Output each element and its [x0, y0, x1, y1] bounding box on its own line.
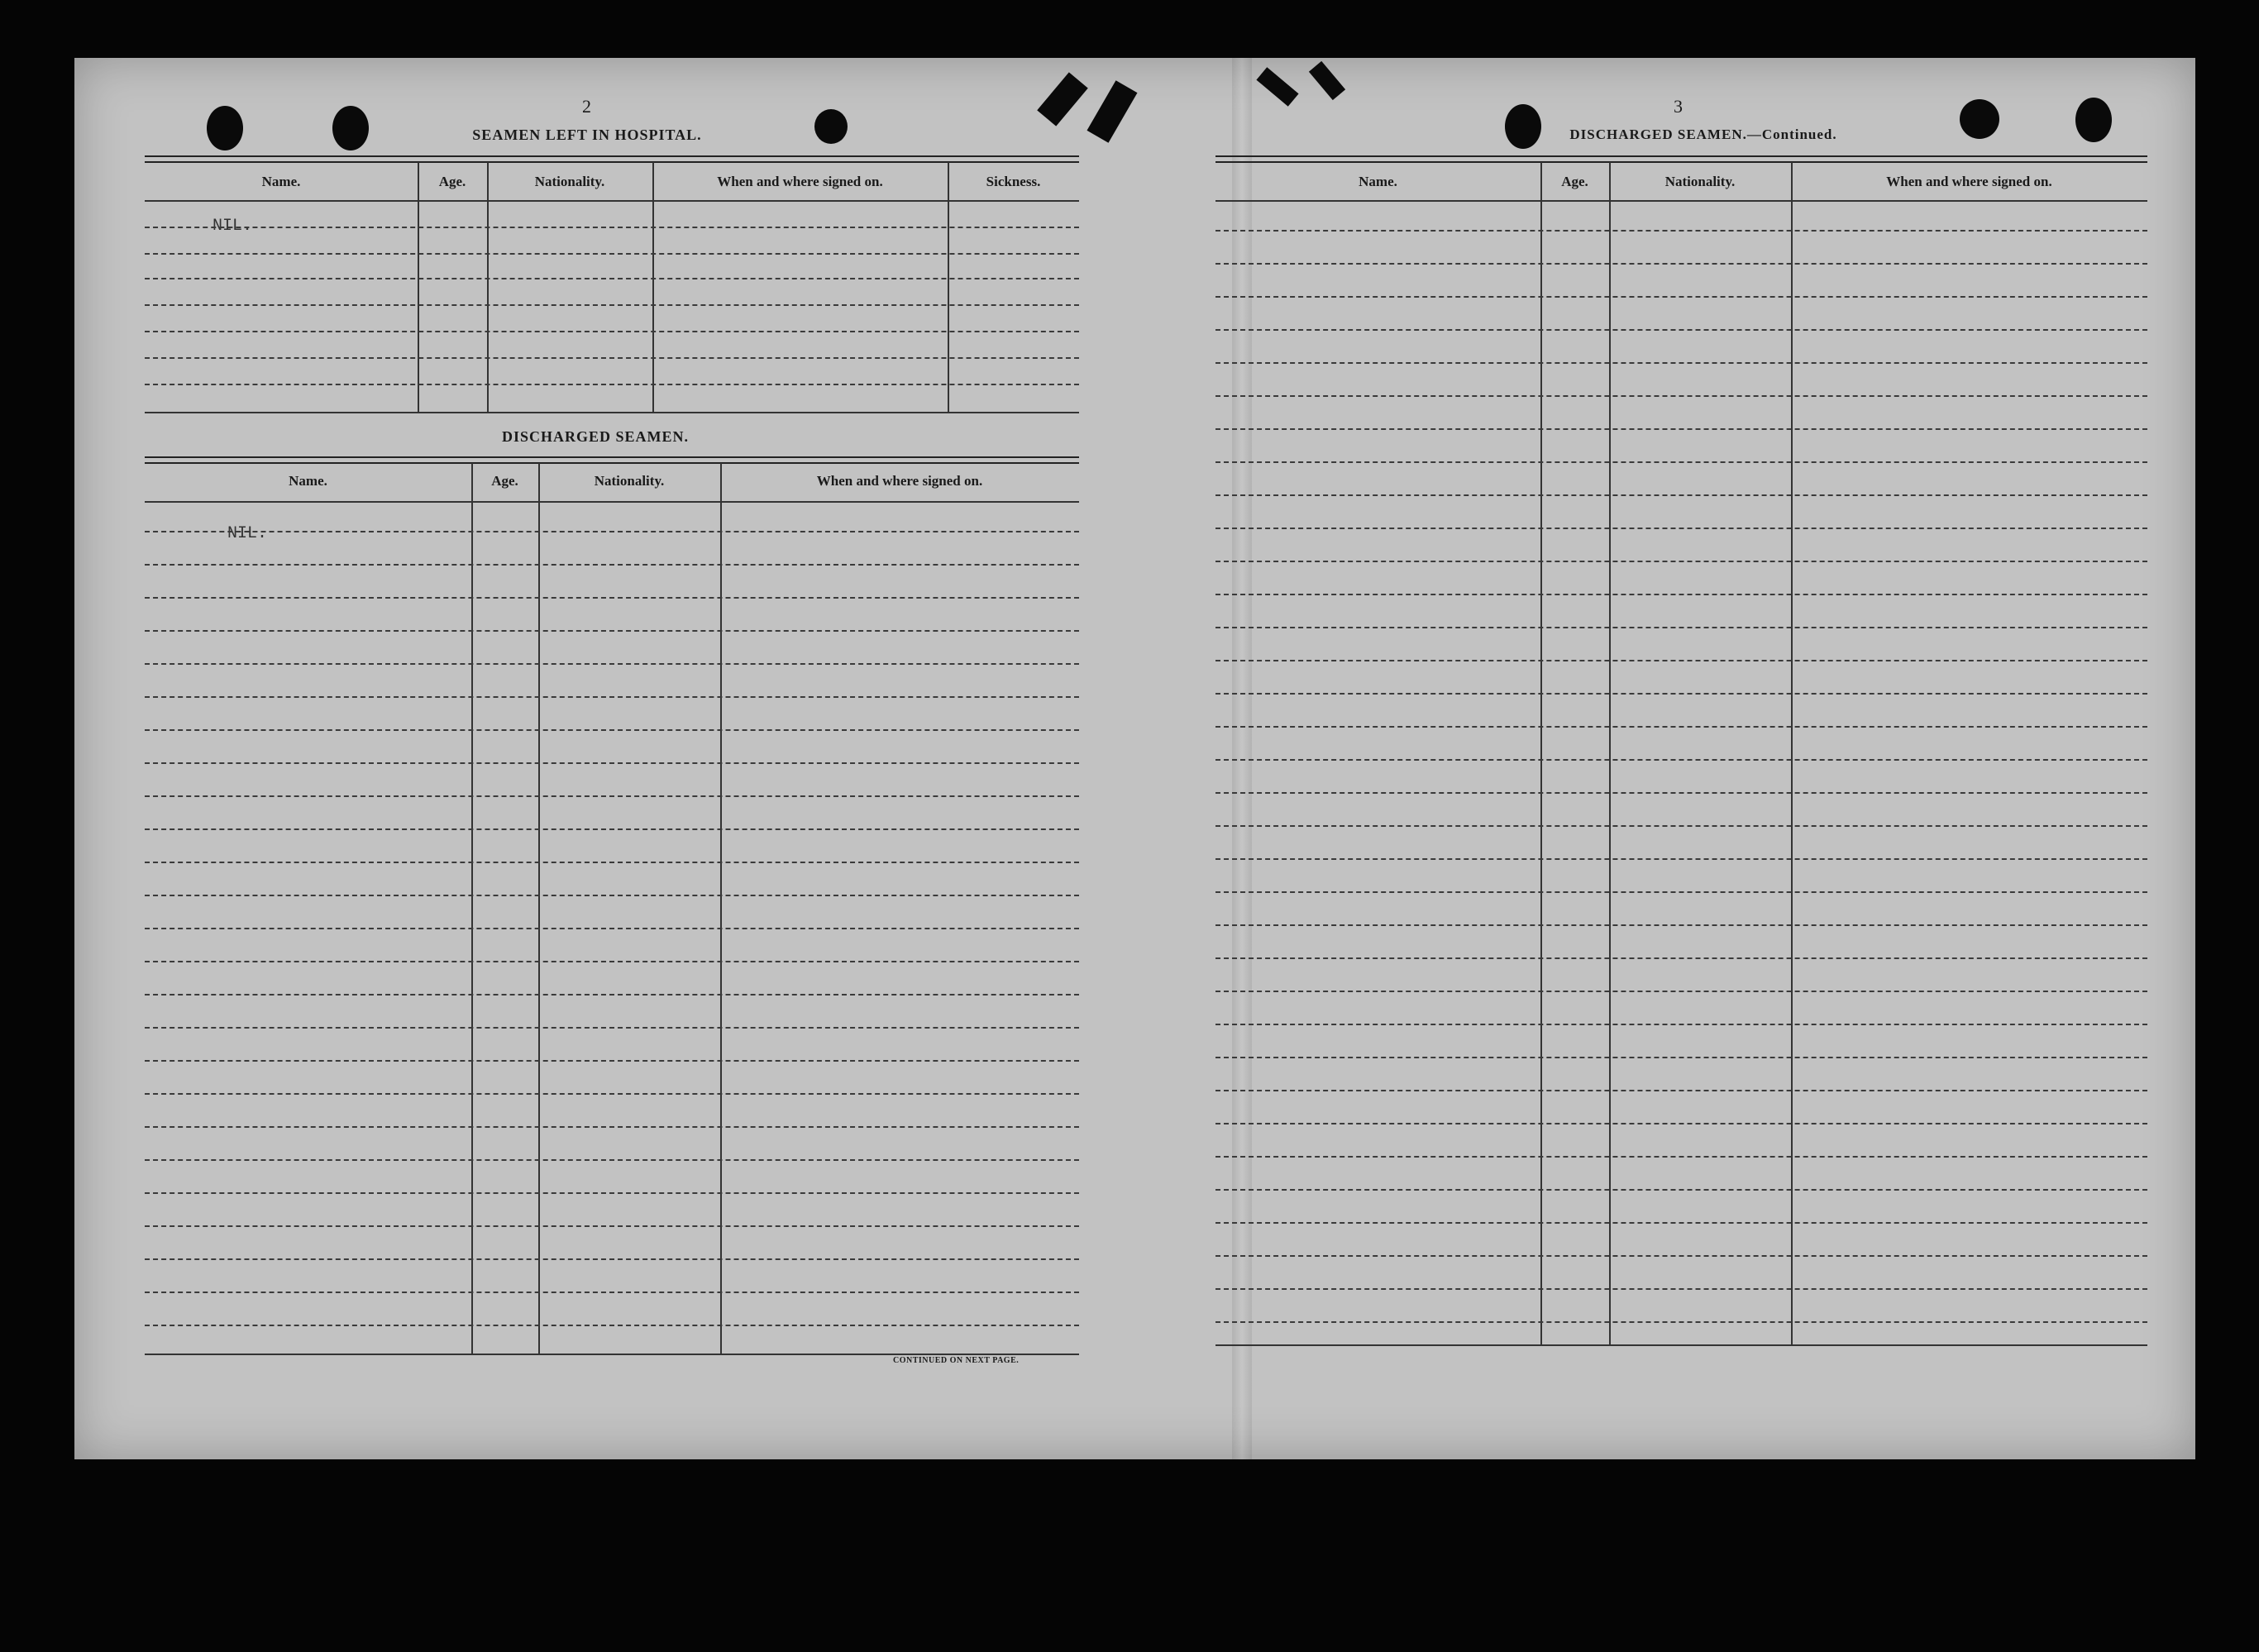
page-number-right: 3 — [1674, 96, 1684, 117]
entry-line — [145, 564, 1079, 566]
entry-line — [1215, 329, 2147, 331]
entry-line — [1215, 494, 2147, 496]
column-header-signed-on: When and where signed on. — [1886, 174, 2052, 189]
entry-line — [145, 729, 1079, 731]
entry-line — [1215, 1090, 2147, 1091]
entry-line — [145, 696, 1079, 698]
punch-hole — [332, 106, 369, 150]
column-header-age: Age. — [491, 473, 518, 489]
entry-line — [145, 331, 1079, 332]
entry-line — [1215, 1189, 2147, 1191]
column-header-signed-on: When and where signed on. — [717, 174, 883, 189]
entry-line — [145, 227, 1079, 228]
entry-line — [1215, 759, 2147, 761]
entry-line — [145, 253, 1079, 255]
column-header-age: Age. — [1561, 174, 1588, 189]
entry-line — [1215, 726, 2147, 728]
entry-line — [1215, 1222, 2147, 1224]
entry-line — [1215, 693, 2147, 695]
entry-line — [145, 1258, 1079, 1260]
entry-line — [1215, 1123, 2147, 1124]
entry-line — [1215, 1057, 2147, 1058]
entry-line — [145, 828, 1079, 830]
entry-line — [1215, 858, 2147, 860]
column-divider — [1540, 162, 1542, 1344]
paper-tear — [1087, 80, 1138, 143]
discharged-continued-title: DISCHARGED SEAMEN.—Continued. — [1569, 127, 1837, 142]
discharged-table-right — [1215, 155, 2147, 1354]
entry-line — [145, 961, 1079, 962]
entry-line — [1215, 1024, 2147, 1025]
entry-line — [145, 663, 1079, 665]
page-number-left: 2 — [582, 96, 592, 117]
entry-line — [1215, 1255, 2147, 1257]
column-header-name: Name. — [1359, 174, 1397, 189]
entry-line — [1215, 957, 2147, 959]
entry-line — [145, 795, 1079, 797]
entry-line — [145, 762, 1079, 764]
entry-line — [145, 1225, 1079, 1227]
column-header-name: Name. — [261, 174, 301, 189]
hospital-entry-name: NIL. — [213, 217, 253, 236]
table-bottom-rule — [145, 1354, 1079, 1355]
punch-hole — [207, 106, 243, 150]
entry-line — [1215, 792, 2147, 794]
entry-line — [1215, 991, 2147, 992]
column-header-signed-on: When and where signed on. — [816, 473, 983, 489]
entry-line — [1215, 825, 2147, 827]
entry-line — [1215, 561, 2147, 562]
entry-line — [145, 630, 1079, 632]
punch-hole — [1960, 99, 1999, 139]
column-header-nationality: Nationality. — [534, 174, 605, 189]
punch-hole — [814, 109, 848, 144]
document-spread — [74, 58, 2195, 1459]
hospital-section-title: SEAMEN LEFT IN HOSPITAL. — [472, 127, 702, 143]
column-header-name: Name. — [289, 473, 327, 489]
continued-footer: CONTINUED ON NEXT PAGE. — [893, 1356, 1020, 1365]
entry-line — [1215, 528, 2147, 529]
entry-line — [145, 1027, 1079, 1029]
column-header-nationality: Nationality. — [1664, 174, 1736, 189]
entry-line — [145, 304, 1079, 306]
entry-line — [1215, 362, 2147, 364]
entry-line — [145, 531, 1079, 532]
entry-line — [1215, 594, 2147, 595]
entry-line — [1215, 263, 2147, 265]
column-header-sickness: Sickness. — [986, 174, 1041, 189]
header-rule — [1215, 200, 2147, 202]
column-divider — [1791, 162, 1793, 1344]
punch-hole — [2075, 98, 2112, 142]
entry-line — [1215, 395, 2147, 397]
entry-line — [145, 1325, 1079, 1326]
discharged-table-left — [145, 456, 1079, 1374]
table-bottom-rule — [145, 412, 1079, 413]
entry-line — [1215, 1321, 2147, 1323]
entry-line — [1215, 660, 2147, 661]
discharged-entry-name: NIL. — [227, 524, 268, 543]
entry-line — [145, 1126, 1079, 1128]
entry-line — [1215, 1156, 2147, 1158]
entry-line — [145, 597, 1079, 599]
header-rule — [145, 501, 1079, 503]
paper-tear — [1037, 72, 1088, 126]
paper-tear — [1256, 67, 1298, 106]
entry-line — [145, 994, 1079, 995]
table-bottom-rule — [1215, 1344, 2147, 1346]
entry-line — [1215, 461, 2147, 463]
entry-line — [145, 384, 1079, 385]
entry-line — [1215, 924, 2147, 926]
entry-line — [1215, 1288, 2147, 1290]
entry-line — [145, 928, 1079, 929]
entry-line — [145, 357, 1079, 359]
entry-line — [1215, 891, 2147, 893]
header-rule — [145, 200, 1079, 202]
entry-line — [145, 862, 1079, 863]
entry-line — [1215, 428, 2147, 430]
column-header-nationality: Nationality. — [594, 473, 665, 489]
discharged-section-title: DISCHARGED SEAMEN. — [501, 428, 690, 445]
table-top-rule — [145, 155, 1079, 163]
table-top-rule — [1215, 155, 2147, 163]
entry-line — [145, 1192, 1079, 1194]
column-header-age: Age. — [438, 174, 466, 189]
entry-line — [145, 1060, 1079, 1062]
paper-tear — [1309, 61, 1345, 100]
entry-line — [145, 1292, 1079, 1293]
entry-line — [145, 895, 1079, 896]
entry-line — [1215, 230, 2147, 232]
entry-line — [145, 1093, 1079, 1095]
entry-line — [1215, 627, 2147, 628]
table-top-rule — [145, 456, 1079, 464]
entry-line — [145, 278, 1079, 279]
entry-line — [145, 1159, 1079, 1161]
column-divider — [1609, 162, 1611, 1344]
hospital-table — [145, 155, 1079, 420]
entry-line — [1215, 296, 2147, 298]
